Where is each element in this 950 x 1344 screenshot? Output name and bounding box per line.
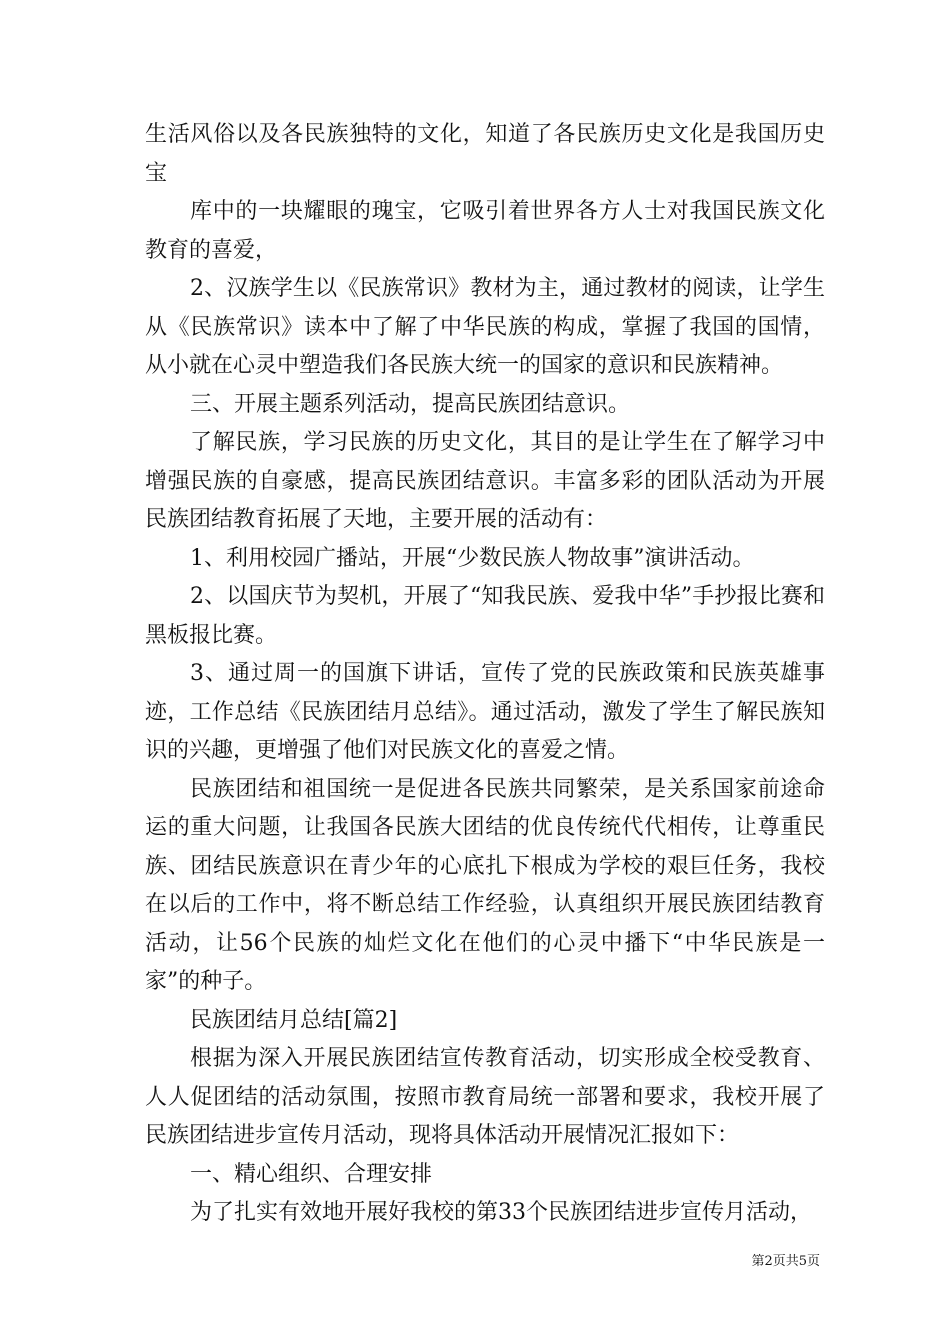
paragraph: 民族团结和祖国统一是促进各民族共同繁荣，是关系国家前途命运的重大问题，让我国各民族大团结的优良传统代代相传，让尊重民族、团结民族意识在青少年的心底扎下根成为学校的艰巨任务，我校在以后的工作中，将不断总结工作经验，认真组织开展民族团结教育活动，让56个民族的灿烂文化在他们的心灵中播下“中华民族是一家”的种子。 <box>145 776 825 994</box>
paragraph: 生活风俗以及各民族独特的文化，知道了各民族历史文化是我国历史宝 <box>145 122 825 186</box>
list-item: 1、利用校园广播站，开展“少数民族人物故事”演讲活动。 <box>190 545 755 571</box>
section-heading: 一、精心组织、合理安排 <box>190 1161 433 1187</box>
paragraph: 2、汉族学生以《民族常识》教材为主，通过教材的阅读，让学生从《民族常识》读本中了解了中华民族的构成，掌握了我国的国情，从小就在心灵中塑造我们各民族大统一的国家的意识和民族精神。 <box>145 276 825 378</box>
paragraph: 了解民族，学习民族的历史文化，其目的是让学生在了解学习中增强民族的自豪感，提高民族团结意识。丰富多彩的团队活动为开展民族团结教育拓展了天地，主要开展的活动有： <box>145 430 825 532</box>
list-item: 2、以国庆节为契机，开展了“知我民族、爱我中华”手抄报比赛和黑板报比赛。 <box>145 584 825 648</box>
paragraph: 为了扎实有效地开展好我校的第33个民族团结进步宣传月活动， <box>190 1200 812 1225</box>
paragraph: 库中的一块耀眼的瑰宝，它吸引着世界各方人士对我国民族文化教育的喜爱， <box>145 199 825 263</box>
paragraph: 根据为深入开展民族团结宣传教育活动，切实形成全校受教育、人人促团结的活动氛围，按照市教育局统一部署和要求，我校开展了民族团结进步宣传月活动，现将具体活动开展情况汇报如下： <box>145 1046 825 1148</box>
document-body <box>145 116 825 1233</box>
list-item: 3、通过周一的国旗下讲话，宣传了党的民族政策和民族英雄事迹，工作总结《民族团结月总结》。通过活动，激发了学生了解民族知识的兴趣，更增强了他们对民族文化的喜爱之情。 <box>145 661 825 763</box>
section-heading: 三、开展主题系列活动，提高民族团结意识。 <box>190 391 631 417</box>
page-number: 第2页共5页 <box>751 1254 820 1269</box>
section-title: 民族团结月总结[篇2] <box>190 1007 398 1033</box>
